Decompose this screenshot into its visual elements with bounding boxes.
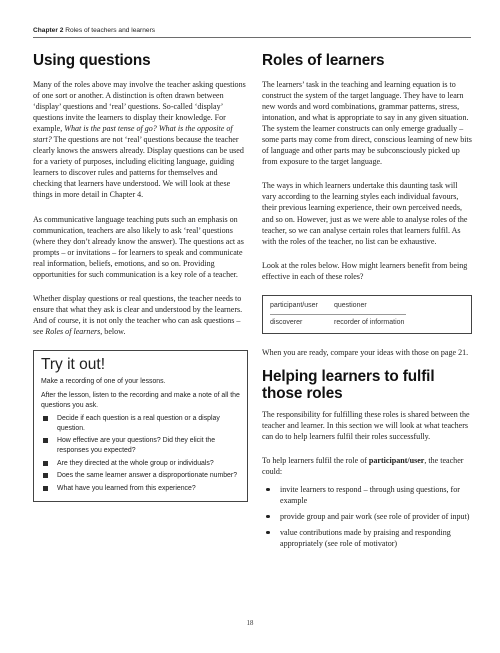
try-it-out-title: Try it out! — [41, 356, 106, 374]
p3-crossref: Roles of learners — [45, 327, 101, 337]
role-participant-user: participant/user — [270, 302, 318, 309]
p6-role: participant/user — [368, 456, 425, 466]
list-item: value contributions made by praising and responding appropriately (see role of motivator) — [262, 527, 472, 549]
p3-text-b: , below. — [100, 327, 126, 337]
using-questions-paragraph-1 — [33, 79, 248, 201]
chapter-title: Roles of teachers and learners — [65, 27, 156, 34]
square-bullet-icon — [43, 473, 48, 478]
list-item: Are they directed at the whole group or individuals? — [41, 459, 240, 469]
p3-text-a: Whether display questions or real questions, the teacher needs to ensure that what they ask is clear and understood by the learners. And of course, it is not only the teacher who can ask questions – see — [33, 294, 243, 337]
helping-learners-heading: Helping learners to fulfil those roles — [262, 368, 435, 402]
chapter-label: Chapter 2 — [33, 27, 64, 34]
helping-paragraph-2 — [262, 455, 472, 477]
role-recorder: recorder of information — [334, 318, 405, 326]
left-column — [33, 53, 248, 502]
round-bullet-icon — [266, 488, 270, 492]
try-it-line-1: Make a recording of one of your lessons. — [41, 378, 166, 386]
square-bullet-icon — [43, 461, 48, 466]
roles-box — [262, 295, 472, 334]
try-it-out-box — [33, 350, 248, 502]
role-questioner: questioner — [334, 302, 367, 309]
square-bullet-icon — [43, 416, 48, 421]
list-item: What have you learned from this experience? — [41, 484, 240, 494]
roles-paragraph-3: Look at the roles below. How might learners benefit from being effective in each of these roles? — [262, 260, 468, 281]
roles-of-learners-heading: Roles of learners — [262, 52, 385, 69]
role-discoverer: discoverer — [270, 318, 303, 326]
helping-paragraph-1: The responsibility for fulfilling these roles is shared between the teacher and learner. In this section we will look at what teachers can do to help learners fulfil their roles successfully. — [262, 410, 470, 442]
page-number: 18 — [246, 620, 254, 627]
roles-paragraph-2: The ways in which learners undertake this daunting task will vary according to the learning styles each individual favours, their previous learning experience, their own perceived needs, and so on. However, just as we were able to analyse roles of the teacher, so we can analyse certain roles that learners fulfil. As with the roles of the teacher, no list can be exhaustive. — [262, 181, 468, 246]
running-header — [33, 27, 155, 34]
using-questions-paragraph-3 — [33, 293, 248, 337]
roles-row-1 — [270, 301, 464, 312]
p1-example-1: What is the past tense of go? — [64, 123, 157, 133]
p6-text-c: , the teacher could: — [262, 456, 464, 477]
using-questions-heading: Using questions — [33, 52, 151, 69]
square-bullet-icon — [43, 486, 48, 491]
p1-text-c: The questions are not ‘real’ questions because the teacher clearly knows the answers already. Display questions can be used for a variety of purposes, including eliciting language, guiding learners to discover rules and patterns for themselves and checking that learners have understood. We will look at these things in more detail in Chapter 4. — [33, 134, 244, 200]
square-bullet-icon — [43, 438, 48, 443]
roles-paragraph-1: The learners’ task in the teaching and learning equation is to construct the system of the target language. They have to learn new words and word combinations, grammar patterns, stress, intonation, and what is appropriate to say in any given situation. The system the learner constructs can only emerge gradually – some parts may come from direct, conscious learning of new bits of language and other parts may be subconsciously picked up from exposure to the target language. — [262, 79, 472, 167]
list-item: invite learners to respond – through using questions, for example — [262, 484, 472, 506]
helping-list — [262, 484, 472, 549]
p6-text-a: To help learners fulfil the role of — [262, 456, 369, 466]
list-item: Decide if each question is a real question or a display question. — [41, 414, 240, 433]
list-item: provide group and pair work (see role of provider of input) — [262, 511, 472, 522]
try-it-line-2: After the lesson, listen to the recording and make a note of all the questions you ask. — [41, 392, 240, 409]
round-bullet-icon — [266, 531, 270, 535]
roles-row-2 — [270, 318, 464, 329]
roles-paragraph-4: When you are ready, compare your ideas with those on page 21. — [262, 348, 469, 357]
p1-example-2: What is the opposite of start? — [33, 123, 233, 144]
list-item: How effective are your questions? Did they elicit the responses you expected? — [41, 436, 240, 455]
list-item: Does the same learner answer a disproportionate number? — [41, 471, 240, 481]
round-bullet-icon — [266, 515, 270, 519]
right-column — [262, 53, 472, 554]
try-it-list — [41, 414, 240, 493]
p1-text-a: Many of the roles above may involve the teacher asking questions of one sort or another. A distinction is often drawn between ‘display’ questions and ‘real’ questions. So-called ‘display’ questions invite the learners to display their knowledge. For example, — [33, 79, 246, 133]
header-rule — [33, 37, 471, 38]
using-questions-paragraph-2: As communicative language teaching puts such an emphasis on communication, teachers are also likely to ask ‘real’ questions (where they don’t already know the answer). The questions act as prompts – or invitations – for learners to speak and communicate real information, beliefs, emotions, and so on. Providing opportunities for such communication is a key role of a teacher. — [33, 214, 244, 279]
roles-divider — [270, 314, 406, 315]
